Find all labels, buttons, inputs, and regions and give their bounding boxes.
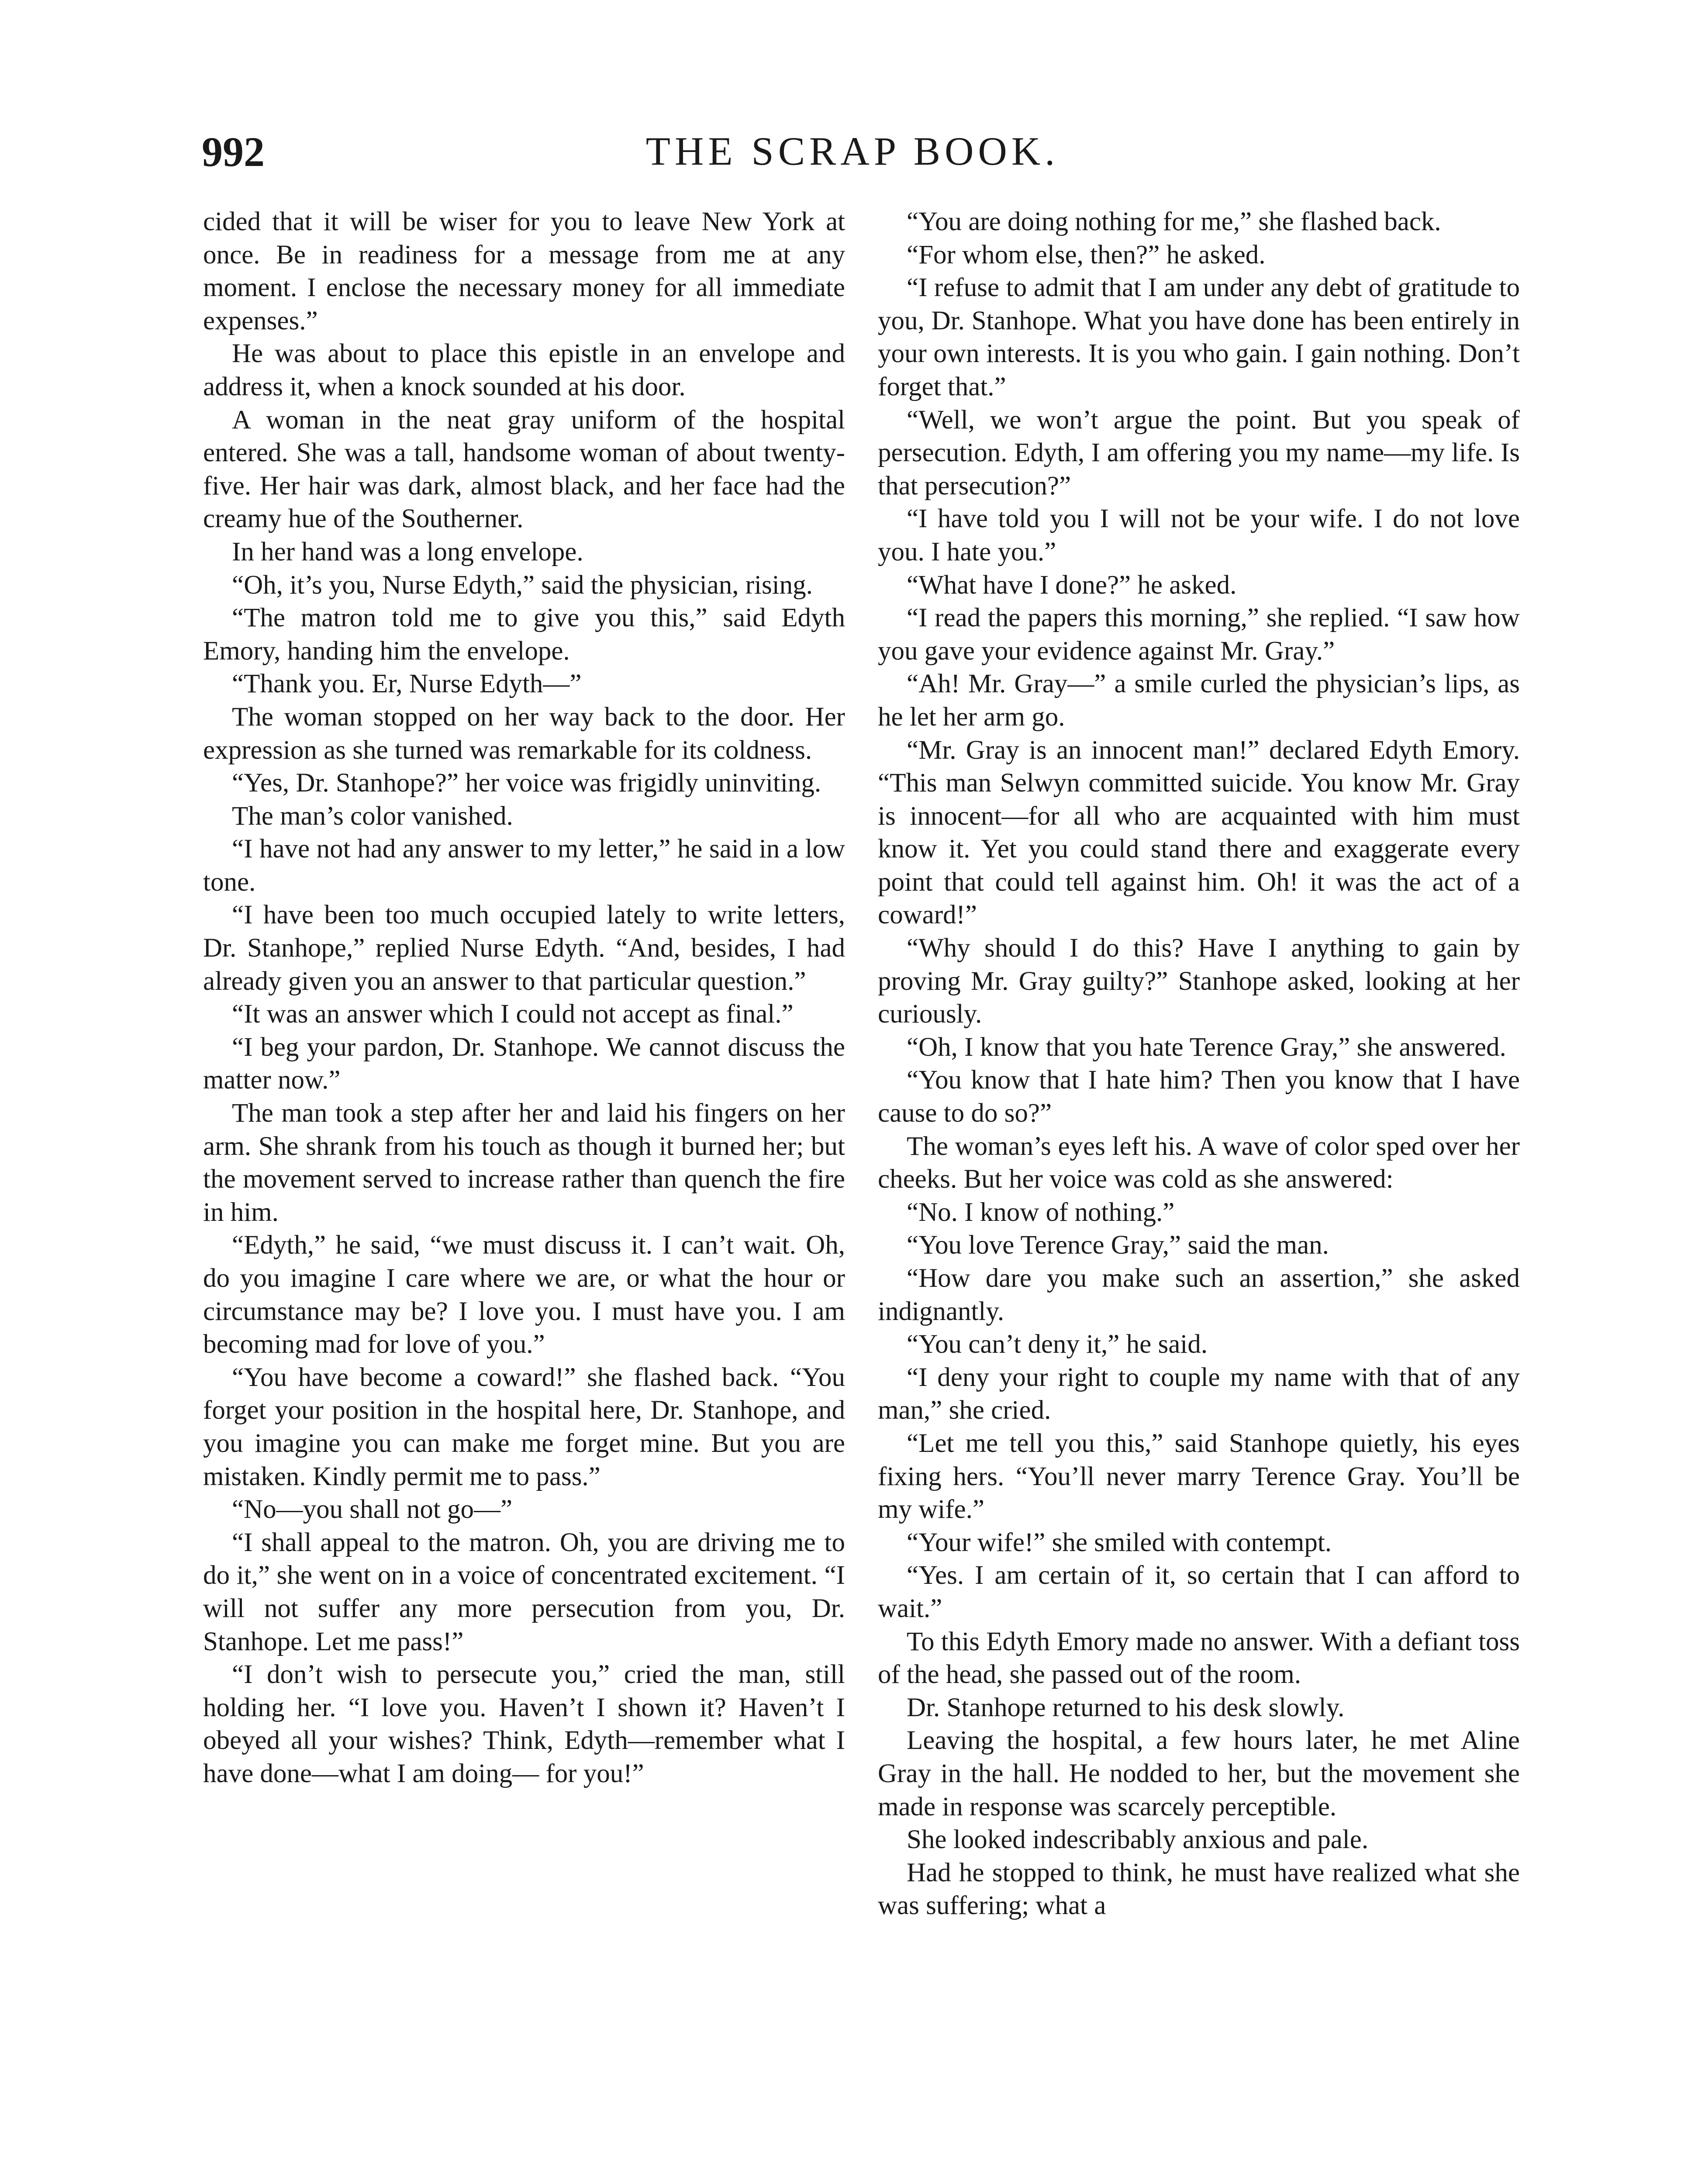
paragraph: “Oh, it’s you, Nurse Edyth,” said the physician, rising. bbox=[232, 570, 813, 600]
paragraph: To this Edyth Emory made no answer. With a defiant toss of the head, she passed out of the room. bbox=[878, 1627, 1520, 1690]
paragraph: “No. I know of nothing.” bbox=[907, 1197, 1175, 1227]
paragraph: “I deny your right to couple my name with that of any man,” she cried. bbox=[878, 1362, 1520, 1425]
paragraph: “I refuse to admit that I am under any debt of gratitude to you, Dr. Stanhope. What you have done has been entirely in your own interests. It is you who gain. I gain nothing. Don’t forget that.” bbox=[878, 273, 1520, 401]
paragraph: “You are doing nothing for me,” she flashed back. bbox=[907, 207, 1441, 236]
paragraph: “No—you shall not go—” bbox=[232, 1495, 513, 1524]
paragraph: “Ah! Mr. Gray—” a smile curled the physician’s lips, as he let her arm go. bbox=[878, 669, 1520, 732]
paragraph: “Thank you. Er, Nurse Edyth—” bbox=[232, 669, 582, 699]
paragraph: Dr. Stanhope returned to his desk slowly. bbox=[907, 1693, 1345, 1722]
paragraph: “Yes, Dr. Stanhope?” her voice was frigidly uninviting. bbox=[232, 768, 821, 798]
paragraph: “I beg your pardon, Dr. Stanhope. We cannot discuss the matter now.” bbox=[203, 1032, 845, 1095]
paragraph: cided that it will be wiser for you to leave New York at once. Be in readiness for a message from me at any moment. I enclose the necessary money for all immediate expenses.” bbox=[203, 207, 845, 335]
paragraph: “Why should I do this? Have I anything to gain by proving Mr. Gray guilty?” Stanhope asked, looking at her curiously. bbox=[878, 933, 1520, 1029]
paragraph: “Yes. I am certain of it, so certain that I can afford to wait.” bbox=[878, 1561, 1520, 1623]
paragraph: The woman’s eyes left his. A wave of color sped over her cheeks. But her voice was cold as she answered: bbox=[878, 1131, 1520, 1194]
paragraph: “What have I done?” he asked. bbox=[907, 570, 1237, 600]
paragraph: “The matron told me to give you this,” said Edyth Emory, handing him the envelope. bbox=[203, 603, 845, 666]
paragraph: “You have become a coward!” she flashed back. “You forget your position in the hospital here, Dr. Stanhope, and you imagine you can make me forget mine. But you are mistaken. Kindly permit me to pass.” bbox=[203, 1362, 845, 1491]
paragraph: “Edyth,” he said, “we must discuss it. I can’t wait. Oh, do you imagine I care where we are, or what the hour or circumstance may be? I love you. I must have you. I am becoming mad for love of you.” bbox=[203, 1230, 845, 1359]
paragraph: He was about to place this epistle in an envelope and address it, when a knock sounded at his door. bbox=[203, 339, 845, 401]
paragraph: “I have not had any answer to my letter,” he said in a low tone. bbox=[203, 834, 845, 897]
paragraph: She looked indescribably anxious and pale. bbox=[907, 1825, 1369, 1855]
paragraph: “I don’t wish to persecute you,” cried the man, still holding her. “I love you. Haven’t I shown it? Haven’t I obeyed all your wishes? Think, Edyth—remember what I have done—what I am doing— for you!” bbox=[203, 1660, 845, 1788]
paragraph: Had he stopped to think, he must have realized what she was suffering; what a bbox=[878, 1858, 1520, 1921]
paragraph: “Oh, I know that you hate Terence Gray,” she answered. bbox=[907, 1032, 1506, 1062]
paragraph: The man’s color vanished. bbox=[232, 801, 513, 831]
paragraph: “I have told you I will not be your wife. I do not love you. I hate you.” bbox=[878, 504, 1520, 567]
paragraph: Leaving the hospital, a few hours later, he met Aline Gray in the hall. He nodded to her, but the movement she made in response was scarcely perceptible. bbox=[878, 1726, 1520, 1821]
paragraph: “Well, we won’t argue the point. But you speak of persecution. Edyth, I am offering you my name—my life. Is that persecution?” bbox=[878, 405, 1520, 501]
paragraph: “It was an answer which I could not accept as final.” bbox=[232, 999, 794, 1029]
paragraph: “You love Terence Gray,” said the man. bbox=[907, 1230, 1329, 1260]
paragraph: “I read the papers this morning,” she replied. “I saw how you gave your evidence against Mr. Gray.” bbox=[878, 603, 1520, 666]
paragraph: “I have been too much occupied lately to write letters, Dr. Stanhope,” replied Nurse Edyth. “And, besides, I had already given you an answer to that particular question.” bbox=[203, 900, 845, 996]
paragraph: “For whom else, then?” he asked. bbox=[907, 240, 1266, 270]
paragraph: “I shall appeal to the matron. Oh, you are driving me to do it,” she went on in a voice of concentrated excitement. “I will not suffer any more persecution from you, Dr. Stanhope. Let me pass!” bbox=[203, 1527, 845, 1656]
page-number: 992 bbox=[202, 128, 265, 175]
paragraph: “You can’t deny it,” he said. bbox=[907, 1330, 1208, 1359]
paragraph: “Mr. Gray is an innocent man!” declared Edyth Emory. “This man Selwyn committed suicide. You know Mr. Gray is innocent—for all who are acquainted with him must know it. Yet you could stand there and exaggerate every point that could tell against him. Oh! it was the act of a coward!” bbox=[878, 735, 1520, 930]
paragraph: The man took a step after her and laid his fingers on her arm. She shrank from his touch as though it burned her; but the movement served to increase rather than quench the fire in him. bbox=[203, 1099, 845, 1227]
paragraph: In her hand was a long envelope. bbox=[232, 537, 583, 567]
paragraph: “Your wife!” she smiled with contempt. bbox=[907, 1527, 1332, 1557]
running-head: THE SCRAP BOOK. bbox=[645, 129, 1060, 173]
paragraph: “How dare you make such an assertion,” she asked indignantly. bbox=[878, 1264, 1520, 1326]
left-column bbox=[203, 205, 845, 1790]
paragraph: “Let me tell you this,” said Stanhope quietly, his eyes fixing hers. “You’ll never marry Terence Gray. You’ll be my wife.” bbox=[878, 1428, 1520, 1524]
right-column bbox=[878, 205, 1520, 1922]
paragraph: A woman in the neat gray uniform of the hospital entered. She was a tall, handsome woman of about twenty-five. Her hair was dark, almost black, and her face had the creamy hue of the Southerner. bbox=[203, 405, 845, 534]
paragraph: “You know that I hate him? Then you know that I have cause to do so?” bbox=[878, 1065, 1520, 1128]
paragraph: The woman stopped on her way back to the door. Her expression as she turned was remarkable for its coldness. bbox=[203, 702, 845, 765]
